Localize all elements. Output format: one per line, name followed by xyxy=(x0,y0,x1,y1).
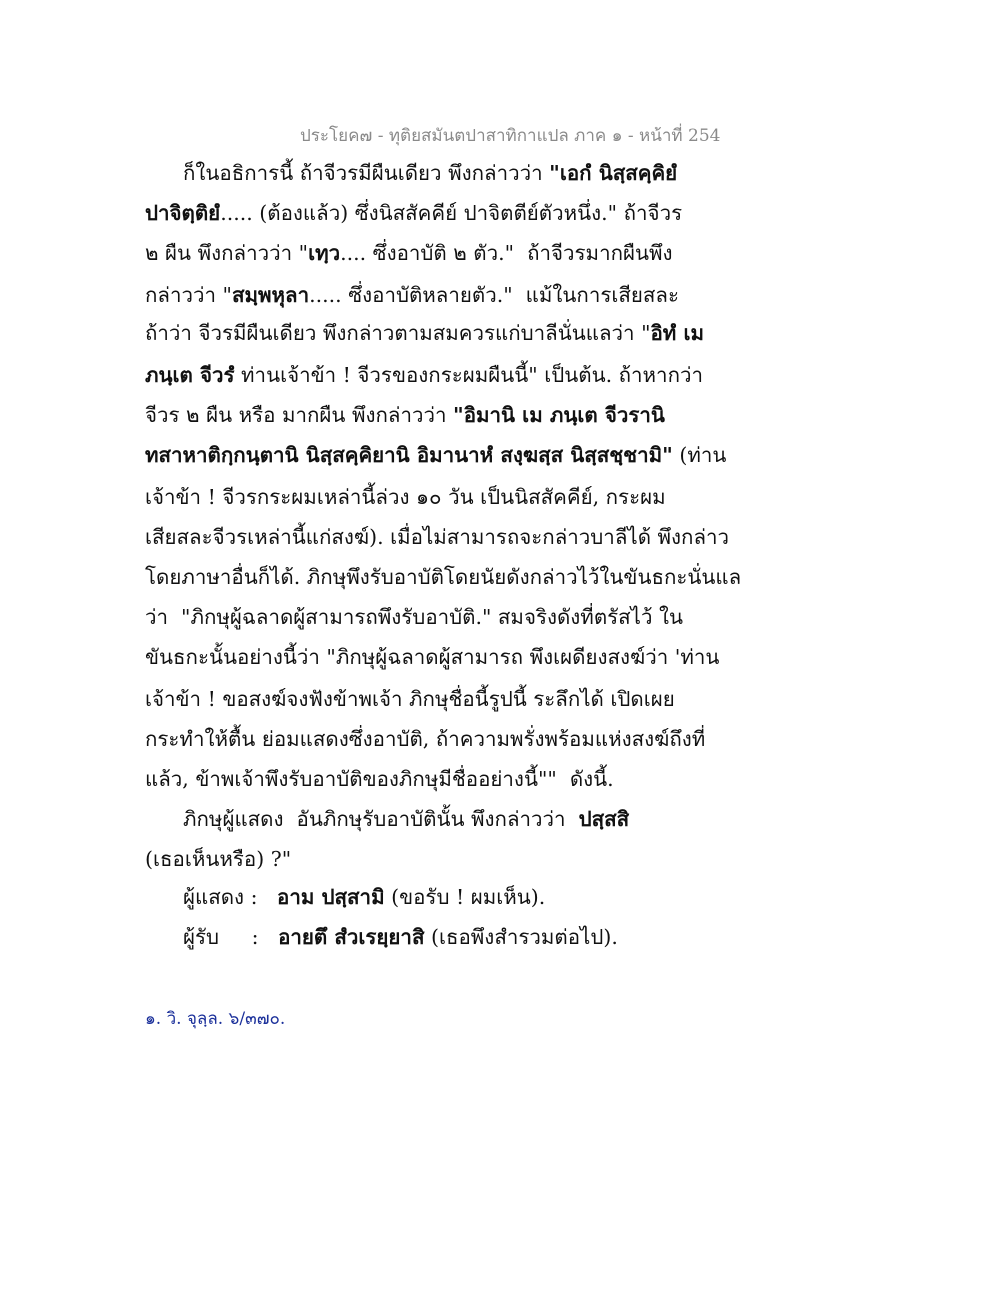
text-segment: โดยภาษาอื่นก็ได้. ภิกษุพึงรับอาบัติโดยนัยดังกล่าวไว้ในขันธกะนั่นแล xyxy=(145,565,742,589)
text-segment: (ขอรับ ! ผมเห็น). xyxy=(384,885,546,909)
text-line xyxy=(145,362,1000,388)
pali-term: ปาจิตฺติยํ xyxy=(145,201,221,225)
text-segment: เสียสละจีวรเหล่านี้แก่สงฆ์). เมื่อไม่สามารถจะกล่าวบาลีได้ พึงกล่าว xyxy=(145,525,730,549)
text-line xyxy=(183,884,1000,910)
pali-term: เทฺว xyxy=(308,241,341,265)
pali-term: อิทํ เม xyxy=(650,321,704,345)
text-segment: กระทำให้ตื้น ย่อมแสดงซึ่งอาบัติ, ถ้าความพรั่งพร้อมแห่งสงฆ์ถึงที่ xyxy=(145,727,706,751)
text-segment: ..... ซึ่งอาบัติหลายตัว." แม้ในการเสียสละ xyxy=(309,283,679,307)
text-segment: ผู้แสดง : xyxy=(183,885,278,909)
text-segment: ๒ ผืน พึงกล่าวว่า " xyxy=(145,241,309,265)
text-segment: ..... (ต้องแล้ว) ซึ่งนิสสัคคีย์ ปาจิตตีย์ตัวหนึ่ง." ถ้าจีวร xyxy=(220,201,683,225)
text-line xyxy=(183,806,1000,832)
text-segment: (เธอพึงสำรวมต่อไป). xyxy=(424,925,618,949)
text-line xyxy=(183,924,1000,950)
text-line xyxy=(145,200,1000,226)
pali-term: อาม ปสฺสามิ xyxy=(277,885,385,909)
text-segment: ผู้รับ : xyxy=(183,925,279,949)
text-line xyxy=(145,282,1000,308)
footnote: ๑. วิ. จุลฺล. ๖/๓๗๐. xyxy=(145,1009,286,1029)
pali-term: อายตึ สํวเรยฺยาสิ xyxy=(278,925,425,949)
text-line xyxy=(145,846,1000,872)
text-line xyxy=(145,686,1000,712)
text-segment: ท่านเจ้าข้า ! จีวรของกระผมผืนนี้" เป็นต้น. ถ้าหากว่า xyxy=(234,363,703,387)
pali-term: ปสฺสสิ xyxy=(578,807,630,831)
text-segment: (ท่าน xyxy=(672,443,727,467)
text-segment: เจ้าข้า ! จีวรกระผมเหล่านี้ล่วง ๑๐ วัน เป็นนิสสัคคีย์, กระผม xyxy=(145,485,666,509)
text-segment: ว่า "ภิกษุผู้ฉลาดผู้สามารถพึงรับอาบัติ." สมจริงดังที่ตรัสไว้ ใน xyxy=(145,605,684,629)
text-line xyxy=(183,160,1000,186)
text-segment: แล้ว, ข้าพเจ้าพึงรับอาบัติของภิกษุมีชื่ออย่างนี้"" ดังนี้. xyxy=(145,767,614,791)
text-segment: ภิกษุผู้แสดง อันภิกษุรับอาบัตินั้น พึงกล่าวว่า xyxy=(183,807,579,831)
text-segment: ขันธกะนั้นอย่างนี้ว่า "ภิกษุผู้ฉลาดผู้สามารถ พึงเผดียงสงฆ์ว่า 'ท่าน xyxy=(145,645,720,669)
pali-term: "อิมานิ เม ภนฺเต จีวรานิ xyxy=(453,403,665,427)
text-segment: จีวร ๒ ผืน หรือ มากผืน พึงกล่าวว่า xyxy=(145,403,454,427)
text-line xyxy=(145,644,1000,670)
text-line xyxy=(145,402,1000,428)
text-line xyxy=(145,442,1000,468)
pali-term: "เอกํ นิสฺสคฺคิยํ xyxy=(549,161,678,185)
text-line xyxy=(145,524,1000,550)
text-line xyxy=(145,564,1000,590)
text-segment: .... ซึ่งอาบัติ ๒ ตัว." ถ้าจีวรมากผืนพึง xyxy=(340,241,673,265)
pali-term: ภนฺเต จีวรํ xyxy=(145,363,235,387)
text-line xyxy=(145,240,1000,266)
text-segment: ก็ในอธิการนี้ ถ้าจีวรมีผืนเดียว พึงกล่าวว่า xyxy=(183,161,550,185)
text-line xyxy=(145,320,1000,346)
page-header: ประโยค๗ - ทุติยสมันตปาสาทิกาแปล ภาค ๑ - หน้าที่ 254 xyxy=(300,126,721,146)
text-line xyxy=(145,766,1000,792)
text-segment: เจ้าข้า ! ขอสงฆ์จงฟังข้าพเจ้า ภิกษุชื่อนี้รูปนี้ ระลึกได้ เปิดเผย xyxy=(145,687,675,711)
text-line xyxy=(145,604,1000,630)
text-segment: (เธอเห็นหรือ) ?" xyxy=(145,847,292,871)
pali-term: ทสาหาติกฺกนฺตานิ นิสฺสคฺคิยานิ อิมานาหํ สงฺฆสฺส นิสฺสชฺชามิ" xyxy=(145,443,673,467)
text-segment: กล่าวว่า " xyxy=(145,283,232,307)
text-segment: ถ้าว่า จีวรมีผืนเดียว พึงกล่าวตามสมควรแก่บาลีนั่นแลว่า " xyxy=(145,321,651,345)
text-line xyxy=(145,726,1000,752)
pali-term: สมฺพหุลา xyxy=(231,283,310,307)
text-line xyxy=(145,484,1000,510)
